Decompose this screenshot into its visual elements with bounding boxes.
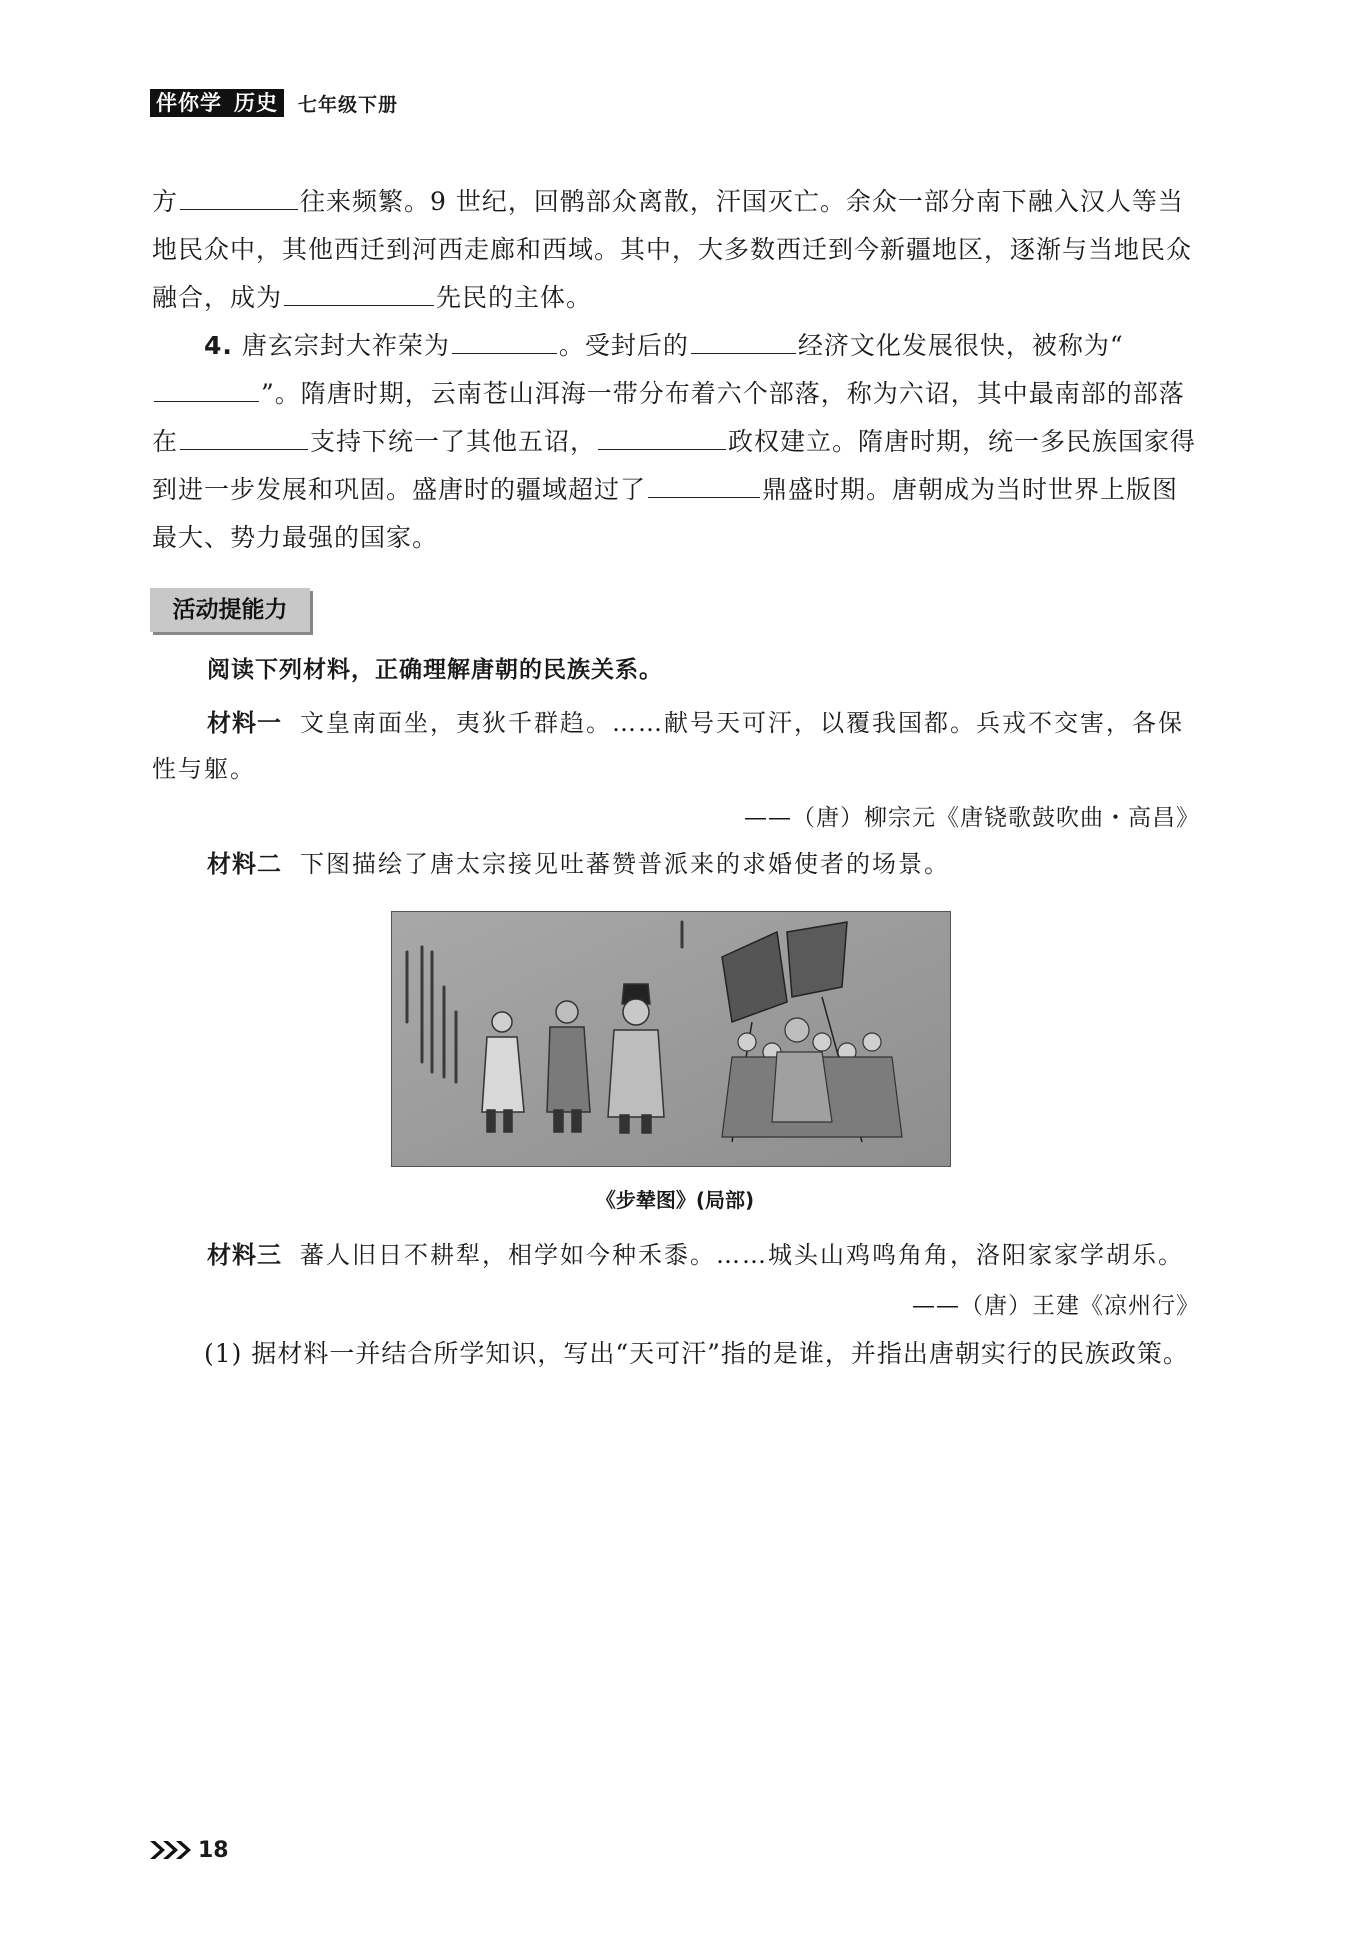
question-4: [152, 322, 1197, 562]
material-2-label: 材料二: [207, 850, 282, 878]
q4-text-4: ”。隋唐时期，云南苍山洱海一带分布着六个部落，称为六诏，其中最南部的部落在: [152, 379, 1185, 456]
material-3: [152, 1232, 1197, 1278]
material-1-label: 材料一: [207, 709, 282, 737]
bunian-painting-image: [391, 911, 951, 1167]
q4-text-5: 支持下统一了其他五诏，: [310, 427, 597, 456]
material-2-text: 下图描绘了唐太宗接见吐蕃赞普派来的求婚使者的场景。: [300, 850, 950, 878]
section-instruction: 阅读下列材料，正确理解唐朝的民族关系。: [207, 657, 663, 683]
fill-blank[interactable]: [180, 425, 308, 450]
fill-blank[interactable]: [691, 329, 796, 354]
section-title: 活动提能力: [172, 597, 288, 623]
question-number: 4.: [204, 331, 233, 360]
material-3-text: 蕃人旧日不耕犁，相学如今种禾黍。……城头山鸡鸣角角，洛阳家家学胡乐。: [300, 1241, 1184, 1269]
paragraph-continuation: [152, 178, 1197, 322]
q4-text-1: 唐玄宗封大祚荣为: [241, 331, 450, 360]
series-name: 伴你学: [156, 91, 222, 115]
page-footer: [148, 1832, 229, 1868]
q4-text-3: 经济文化发展很快，被称为“: [797, 331, 1124, 360]
material-3-label: 材料三: [207, 1241, 282, 1269]
fill-blank[interactable]: [452, 329, 557, 354]
section-heading: [150, 588, 310, 632]
material-2: [152, 841, 1197, 887]
fill-blank[interactable]: [180, 185, 298, 210]
p1-text-2: 往来频繁。9 世纪，回鹘部众离散，汗国灭亡。余众一部分南下融入汉人等当地民众中，其他西迁到河西走廊和西域。其中，大多数西迁到今新疆地区，逐渐与当地民众融合，成为: [152, 187, 1193, 312]
material-1-text: 文皇南面坐，夷狄千群趋。……献号天可汗，以覆我国都。兵戎不交害，各保性与躯。: [152, 709, 1184, 783]
material-3-source: ——（唐）王建《凉州行》: [912, 1293, 1200, 1319]
grade-label: 七年级下册: [298, 93, 399, 116]
fill-blank[interactable]: [598, 425, 726, 450]
fill-blank[interactable]: [648, 473, 760, 498]
p1-text-1: 方: [152, 187, 179, 216]
q4-text-2: 。受封后的: [558, 331, 689, 360]
fill-blank[interactable]: [154, 377, 259, 402]
material-1: [152, 700, 1197, 792]
series-title: [150, 89, 284, 117]
figure-caption: 《步辇图》(局部): [595, 1188, 755, 1212]
fill-blank[interactable]: [284, 281, 434, 306]
question-1: (1) 据材料一并结合所学知识，写出“天可汗”指的是谁，并指出唐朝实行的民族政策。: [204, 1339, 1189, 1368]
p1-text-3: 先民的主体。: [436, 283, 593, 312]
page-header: [150, 86, 398, 120]
chevrons-icon: [148, 1839, 192, 1861]
page-number: 18: [198, 1837, 229, 1863]
subject-name: 历史: [234, 91, 278, 115]
q4-text-7: 鼎盛时期。唐朝成为当时世界上版图最大、势力最强的国家。: [152, 475, 1179, 552]
material-1-source: ——（唐）柳宗元《唐铙歌鼓吹曲・高昌》: [744, 805, 1200, 831]
q4-text-6: 政权建立。隋唐时期，统一多民族国家得到进一步发展和巩固。盛唐时的疆域超过了: [152, 427, 1197, 504]
